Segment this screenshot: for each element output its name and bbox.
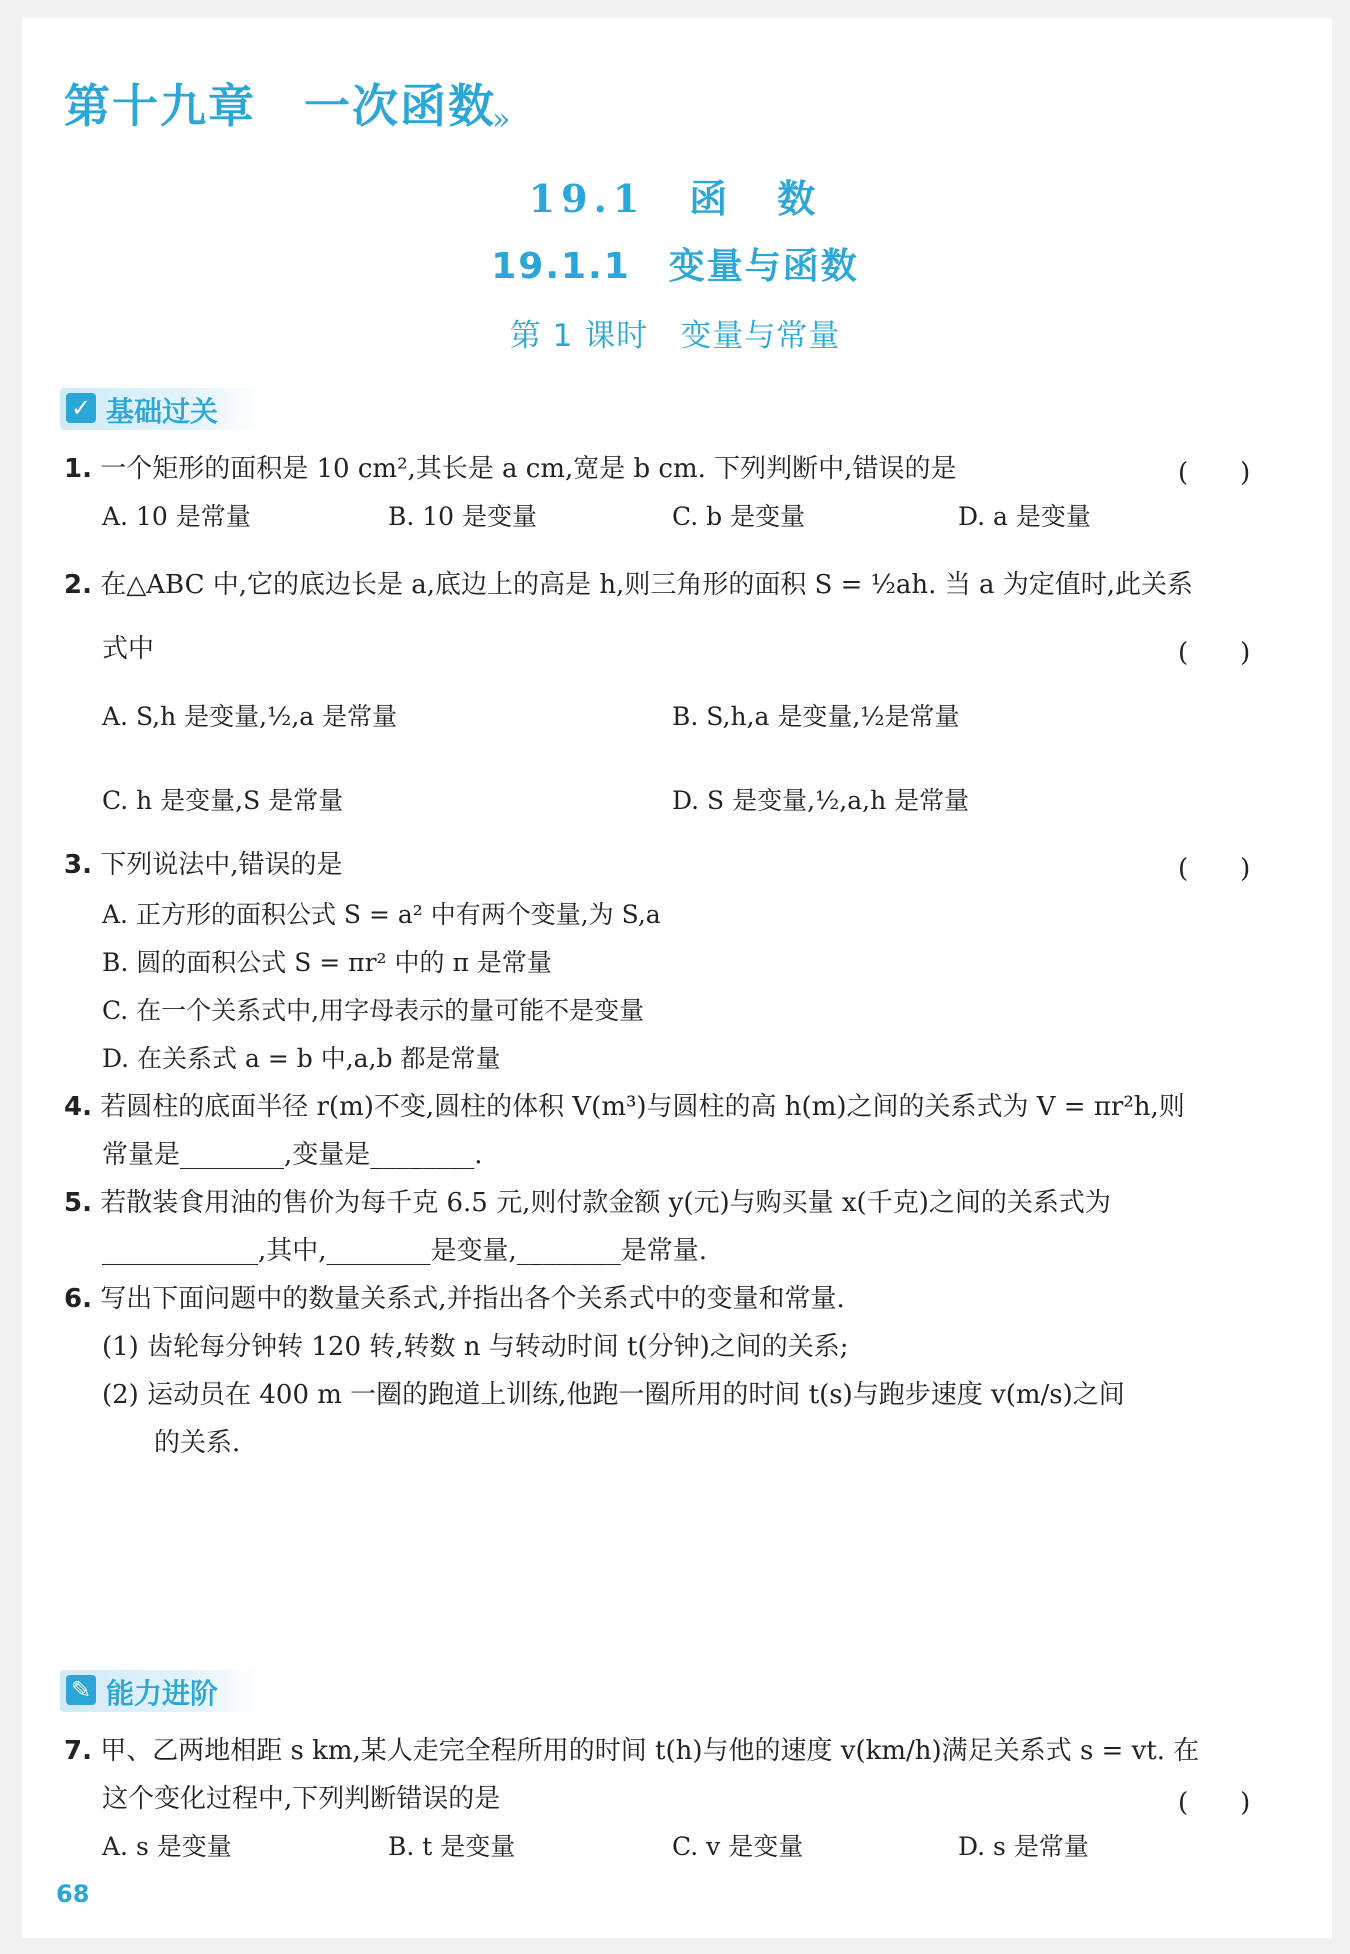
option-d: D. s 是常量 bbox=[958, 1832, 1089, 1861]
banner-advanced bbox=[60, 1670, 260, 1712]
question-text: 在△ABC 中,它的底边长是 a,底边上的高是 h,则三角形的面积 S = ½ah. 当 a 为定值时,此关系 bbox=[100, 570, 1193, 600]
question-3 bbox=[64, 848, 343, 882]
lesson-title: 第 1 课时 变量与常量 bbox=[509, 318, 841, 354]
question-number: 1. bbox=[64, 454, 92, 484]
question-text-cont: 常量是________,变量是________. bbox=[102, 1140, 483, 1170]
option-b: B. S,h,a 是变量,½是常量 bbox=[672, 702, 960, 731]
section-title: 19.1 函 数 bbox=[528, 176, 822, 221]
question-text-cont: 这个变化过程中,下列判断错误的是 bbox=[102, 1784, 501, 1814]
banner-basic-label: 基础过关 bbox=[106, 395, 219, 428]
question-6 bbox=[64, 1282, 845, 1316]
question-text: 下列说法中,错误的是 bbox=[100, 850, 343, 880]
option-b: B. 10 是变量 bbox=[388, 502, 538, 531]
question-number: 6. bbox=[64, 1284, 92, 1314]
banner-advanced-label: 能力进阶 bbox=[106, 1677, 219, 1710]
option-a: A. 10 是常量 bbox=[102, 502, 251, 531]
answer-paren: ( ) bbox=[1178, 638, 1251, 668]
option-d: D. 在关系式 a = b 中,a,b 都是常量 bbox=[102, 1044, 501, 1073]
question-text: 一个矩形的面积是 10 cm²,其长是 a cm,宽是 b cm. 下列判断中,错误的是 bbox=[100, 454, 957, 484]
pencil-icon: ✎ bbox=[66, 1675, 96, 1705]
banner-basic bbox=[60, 388, 260, 430]
checkbox-icon: ✓ bbox=[66, 393, 96, 423]
option-c: C. b 是变量 bbox=[672, 502, 806, 531]
question-4 bbox=[64, 1090, 1185, 1124]
question-number: 7. bbox=[64, 1736, 92, 1766]
option-c: C. 在一个关系式中,用字母表示的量可能不是变量 bbox=[102, 996, 645, 1025]
page-number: 68 bbox=[56, 1880, 90, 1908]
question-text: 写出下面问题中的数量关系式,并指出各个关系式中的变量和常量. bbox=[100, 1284, 845, 1314]
option-b: B. t 是变量 bbox=[388, 1832, 516, 1861]
answer-paren: ( ) bbox=[1178, 854, 1251, 884]
question-text-cont: ____________,其中,________是变量,________是常量. bbox=[102, 1236, 708, 1266]
answer-paren: ( ) bbox=[1178, 1788, 1251, 1818]
subsection-title: 19.1.1 变量与函数 bbox=[491, 246, 859, 287]
question-text: 若散装食用油的售价为每千克 6.5 元,则付款金额 y(元)与购买量 x(千克)之间的关系式为 bbox=[100, 1188, 1111, 1218]
question-text-cont: 式中 bbox=[102, 634, 155, 664]
option-a: A. 正方形的面积公式 S = a² 中有两个变量,为 S,a bbox=[102, 900, 661, 929]
question-2 bbox=[64, 568, 1193, 602]
question-7 bbox=[64, 1734, 1199, 1768]
question-number: 5. bbox=[64, 1188, 92, 1218]
sub-question-2-cont: 的关系. bbox=[154, 1428, 241, 1458]
question-text: 甲、乙两地相距 s km,某人走完全程所用的时间 t(h)与他的速度 v(km/h)满足关系式 s = vt. 在 bbox=[100, 1736, 1200, 1766]
option-c: C. v 是变量 bbox=[672, 1832, 804, 1861]
option-d: D. S 是变量,½,a,h 是常量 bbox=[672, 786, 970, 815]
sub-question-1: (1) 齿轮每分钟转 120 转,转数 n 与转动时间 t(分钟)之间的关系; bbox=[102, 1332, 849, 1362]
double-chevron-icon: » bbox=[492, 102, 511, 137]
question-5 bbox=[64, 1186, 1111, 1220]
option-a: A. S,h 是变量,½,a 是常量 bbox=[102, 702, 398, 731]
answer-paren: ( ) bbox=[1178, 458, 1251, 488]
chapter-title: 第十九章 一次函数 bbox=[64, 79, 496, 133]
question-text: 若圆柱的底面半径 r(m)不变,圆柱的体积 V(m³)与圆柱的高 h(m)之间的关系式为 V = πr²h,则 bbox=[100, 1092, 1185, 1122]
option-d: D. a 是变量 bbox=[958, 502, 1091, 531]
option-b: B. 圆的面积公式 S = πr² 中的 π 是常量 bbox=[102, 948, 552, 977]
sub-question-2: (2) 运动员在 400 m 一圈的跑道上训练,他跑一圈所用的时间 t(s)与跑步速度 v(m/s)之间 bbox=[102, 1380, 1125, 1410]
question-1 bbox=[64, 452, 956, 486]
question-number: 2. bbox=[64, 570, 92, 600]
question-number: 3. bbox=[64, 850, 92, 880]
option-c: C. h 是变量,S 是常量 bbox=[102, 786, 344, 815]
option-a: A. s 是变量 bbox=[102, 1832, 232, 1861]
question-number: 4. bbox=[64, 1092, 92, 1122]
